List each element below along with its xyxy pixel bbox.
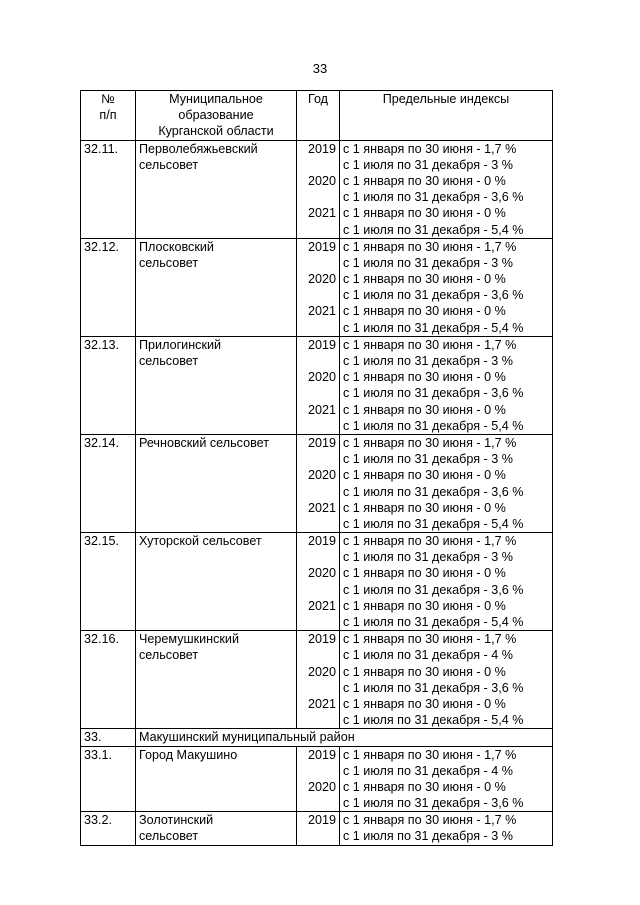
year-label: 2019 <box>307 141 336 156</box>
indices-cell <box>340 631 553 729</box>
table-row <box>81 140 553 238</box>
header-year <box>297 91 340 141</box>
municipality-name <box>136 533 297 631</box>
year-spacer <box>300 484 336 500</box>
year-label: 2020 <box>307 566 336 581</box>
index-line: с 1 июля по 31 декабря - 3 % <box>343 550 513 565</box>
row-number: 33. <box>81 729 136 746</box>
year-spacer <box>300 287 336 303</box>
year-spacer <box>300 680 336 696</box>
index-line: с 1 января по 30 июня - 0 % <box>343 468 506 483</box>
year-spacer <box>300 353 336 369</box>
header-year-label: Год <box>307 92 329 106</box>
indices-cell <box>340 336 553 434</box>
year-label: 2019 <box>307 435 336 450</box>
year-spacer <box>300 189 336 205</box>
year-label: 2019 <box>307 337 336 352</box>
table-row <box>81 434 553 532</box>
municipality-name-line: сельсовет <box>139 648 199 663</box>
municipality-name-line: Плосковский <box>139 239 214 254</box>
municipality-name <box>136 812 297 845</box>
row-number: 32.15. <box>81 533 136 631</box>
index-line: с 1 января по 30 июня - 1,7 % <box>343 239 517 254</box>
year-spacer <box>300 549 336 565</box>
index-line: с 1 января по 30 июня - 1,7 % <box>343 632 517 647</box>
index-line: с 1 июля по 31 декабря - 5,4 % <box>343 222 524 237</box>
table-row <box>81 336 553 434</box>
index-line: с 1 января по 30 июня - 0 % <box>343 206 506 221</box>
municipality-name-line: Речновский сельсовет <box>139 435 270 450</box>
table-row <box>81 533 553 631</box>
row-number: 33.1. <box>81 746 136 812</box>
tariff-index-table <box>80 90 553 846</box>
index-line: с 1 января по 30 июня - 0 % <box>343 370 506 385</box>
municipality-name-line: Хуторской сельсовет <box>139 534 262 549</box>
index-line: с 1 января по 30 июня - 0 % <box>343 598 506 613</box>
year-cell <box>297 533 340 631</box>
index-line: с 1 июля по 31 декабря - 3,6 % <box>343 484 524 499</box>
year-spacer <box>300 582 336 598</box>
year-label: 2020 <box>307 173 336 188</box>
municipality-name-line: Черемушкинский <box>139 632 239 647</box>
index-line: с 1 июля по 31 декабря - 5,4 % <box>343 615 524 629</box>
header-number <box>81 91 136 141</box>
index-line: с 1 июля по 31 декабря - 3 % <box>343 157 513 172</box>
index-line: с 1 января по 30 июня - 0 % <box>343 696 506 711</box>
municipality-name-line: Золотинский <box>139 813 214 828</box>
region-name: Макушинский муниципальный район <box>136 729 553 746</box>
indices-cell <box>340 434 553 532</box>
row-number: 32.16. <box>81 631 136 729</box>
table-row <box>81 631 553 729</box>
row-number: 32.12. <box>81 238 136 336</box>
year-label: 2021 <box>307 598 336 613</box>
indices-cell <box>340 812 553 845</box>
year-label: 2019 <box>307 239 336 254</box>
year-cell <box>297 631 340 729</box>
year-spacer <box>300 451 336 467</box>
index-line: с 1 января по 30 июня - 1,7 % <box>343 435 517 450</box>
municipality-name-line: сельсовет <box>139 829 199 844</box>
year-label: 2019 <box>307 747 336 762</box>
municipality-name <box>136 631 297 729</box>
year-label: 2020 <box>307 272 336 287</box>
index-line: с 1 июля по 31 декабря - 3,6 % <box>343 190 524 205</box>
municipality-name <box>136 336 297 434</box>
index-line: с 1 января по 30 июня - 0 % <box>343 304 506 319</box>
index-line: с 1 января по 30 июня - 0 % <box>343 173 506 188</box>
index-line: с 1 июля по 31 декабря - 3 % <box>343 255 513 270</box>
index-line: с 1 января по 30 июня - 0 % <box>343 566 506 581</box>
year-cell <box>297 434 340 532</box>
year-spacer <box>300 712 336 728</box>
table-row <box>81 812 553 845</box>
table-body <box>81 140 553 845</box>
index-line: с 1 июля по 31 декабря - 3 % <box>343 354 513 368</box>
year-label: 2019 <box>307 632 336 647</box>
municipality-name-line: Перволебяжьевский <box>139 141 258 156</box>
index-line: с 1 января по 30 июня - 0 % <box>343 272 506 287</box>
table-row <box>81 238 553 336</box>
index-line: с 1 июля по 31 декабря - 3 % <box>343 452 513 467</box>
header-number-line: № <box>101 92 115 106</box>
year-cell <box>297 140 340 238</box>
year-spacer <box>300 516 336 532</box>
index-line: с 1 июля по 31 декабря - 3,6 % <box>343 386 524 401</box>
municipality-name-line: Прилогинский <box>139 337 222 352</box>
year-label: 2021 <box>307 696 336 711</box>
year-cell <box>297 812 340 845</box>
index-line: с 1 июля по 31 декабря - 5,4 % <box>343 320 524 335</box>
year-spacer <box>300 255 336 271</box>
index-line: с 1 января по 30 июня - 0 % <box>343 500 506 515</box>
municipality-name-line: Город Макушино <box>139 747 238 762</box>
header-number-line: п/п <box>99 108 117 123</box>
row-number: 32.13. <box>81 336 136 434</box>
year-label: 2021 <box>307 500 336 515</box>
year-label: 2019 <box>307 534 336 549</box>
index-line: с 1 июля по 31 декабря - 3,6 % <box>343 680 524 695</box>
municipality-name <box>136 238 297 336</box>
index-line: с 1 января по 30 июня - 1,7 % <box>343 534 517 549</box>
row-number: 32.11. <box>81 140 136 238</box>
year-label: 2020 <box>307 468 336 483</box>
table-row <box>81 746 553 812</box>
municipality-name-line: сельсовет <box>139 354 199 368</box>
year-cell <box>297 746 340 812</box>
year-label: 2020 <box>307 370 336 385</box>
year-spacer <box>300 647 336 663</box>
year-label: 2020 <box>307 779 336 794</box>
index-line: с 1 января по 30 июня - 1,7 % <box>343 813 517 828</box>
indices-cell <box>340 746 553 812</box>
indices-cell <box>340 533 553 631</box>
year-spacer <box>300 320 336 336</box>
index-line: с 1 июля по 31 декабря - 5,4 % <box>343 713 524 728</box>
row-number: 32.14. <box>81 434 136 532</box>
year-spacer <box>300 222 336 238</box>
table-header-row <box>81 91 553 141</box>
page-number: 33 <box>312 61 328 76</box>
index-line: с 1 июля по 31 декабря - 5,4 % <box>343 516 524 531</box>
row-number: 33.2. <box>81 812 136 845</box>
year-cell <box>297 336 340 434</box>
year-spacer <box>300 385 336 401</box>
year-spacer <box>300 614 336 630</box>
index-line: с 1 января по 30 июня - 1,7 % <box>343 141 517 156</box>
index-line: с 1 июля по 31 декабря - 5,4 % <box>343 418 524 433</box>
index-line: с 1 июля по 31 декабря - 3 % <box>343 829 513 844</box>
municipality-name-line: сельсовет <box>139 157 199 172</box>
header-municipality-line: Курганской области <box>158 124 274 139</box>
municipality-name <box>136 434 297 532</box>
year-spacer <box>300 418 336 434</box>
region-row <box>81 729 553 746</box>
year-label: 2021 <box>307 304 336 319</box>
index-line: с 1 января по 30 июня - 0 % <box>343 402 506 417</box>
year-spacer <box>300 763 336 779</box>
header-indices-label: Предельные индексы <box>382 92 510 106</box>
municipality-name-line: сельсовет <box>139 255 199 270</box>
indices-cell <box>340 140 553 238</box>
municipality-name <box>136 746 297 812</box>
index-line: с 1 июля по 31 декабря - 4 % <box>343 648 513 663</box>
index-line: с 1 июля по 31 декабря - 3,6 % <box>343 582 524 597</box>
index-line: с 1 января по 30 июня - 1,7 % <box>343 747 517 762</box>
indices-cell <box>340 238 553 336</box>
index-line: с 1 января по 30 июня - 0 % <box>343 664 506 679</box>
index-line: с 1 января по 30 июня - 1,7 % <box>343 337 517 352</box>
municipality-name <box>136 140 297 238</box>
header-municipality-line: образование <box>178 108 254 123</box>
index-line: с 1 января по 30 июня - 0 % <box>343 779 506 794</box>
index-line: с 1 июля по 31 декабря - 4 % <box>343 763 513 778</box>
index-line: с 1 июля по 31 декабря - 3,6 % <box>343 288 524 303</box>
index-line: с 1 июля по 31 декабря - 3,6 % <box>343 796 524 811</box>
year-spacer <box>300 157 336 173</box>
year-spacer <box>300 795 336 811</box>
year-label: 2020 <box>307 664 336 679</box>
year-cell <box>297 238 340 336</box>
year-label: 2021 <box>307 402 336 417</box>
header-municipality <box>136 91 297 141</box>
header-municipality-line: Муниципальное <box>169 92 263 106</box>
year-label: 2019 <box>307 813 336 828</box>
year-spacer <box>300 828 336 844</box>
year-label: 2021 <box>307 206 336 221</box>
header-indices <box>340 91 553 141</box>
